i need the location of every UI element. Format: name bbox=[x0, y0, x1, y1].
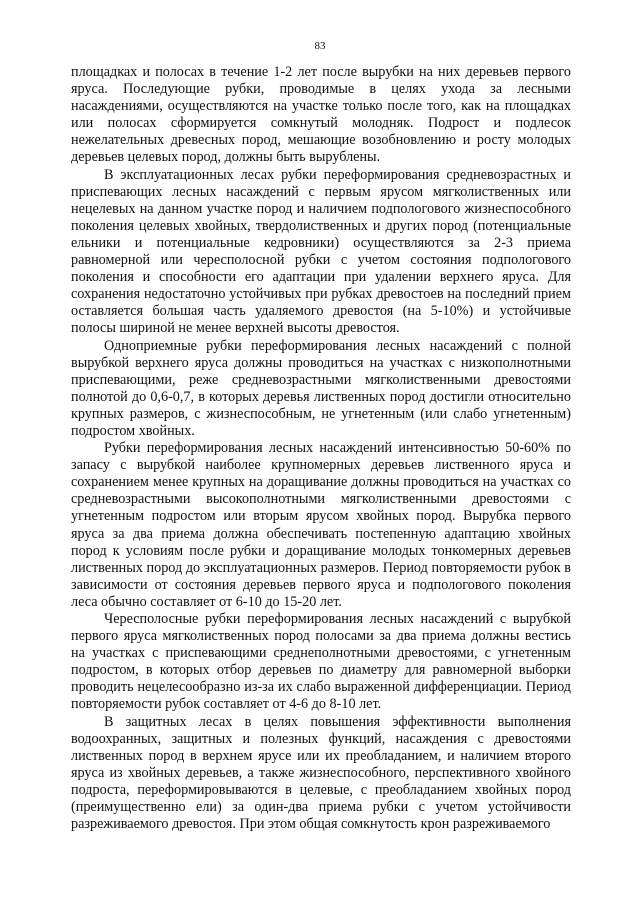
page-number: 83 bbox=[314, 40, 326, 52]
paragraph: Чересполосные рубки переформирования лесных насаждений с вырубкой первого яруса мягколиственных пород полосами за два приема должны вестись на участках с приспевающими среднеполнотными древостоями, с угнетенным подростом, в которых отбор деревьев по диаметру для равномерной выборки проводить нецелесообразно из-за их слабо выраженной дифференциации. Период повторяемости рубок составляет от 4-6 до 8-10 лет. bbox=[71, 611, 571, 713]
paragraph: площадках и полосах в течение 1-2 лет после вырубки на них деревьев первого яруса. Последующие рубки, проводимые в целях ухода за лесными насаждениями, осуществляются на участке только после того, как на площадках или полосах сформируется сомкнутый молодняк. Подрост и подлесок нежелательных древесных пород, мешающие возобновлению и росту молодых деревьев целевых пород, должны быть вырублены. bbox=[71, 64, 571, 166]
paragraph: Рубки переформирования лесных насаждений интенсивностью 50-60% по запасу с вырубкой наиболее крупномерных деревьев лиственного яруса и сохранением менее крупных на доращивание должны проводиться на участках со средневозрастными высокополнотными мягколиственными древостоями с угнетенным подростом или вторым ярусом хвойных пород. Вырубка первого яруса за два приема должна обеспечивать постепенную адаптацию хвойных пород к условиям после рубки и доращивание молодых тонкомерных деревьев лиственных пород до эксплуатационных размеров. Период повторяемости рубок в зависимости от состояния деревьев первого яруса и подпологового поколения леса обычно составляет от 6-10 до 15-20 лет. bbox=[71, 440, 571, 610]
paragraph: В эксплуатационных лесах рубки переформирования средневозрастных и приспевающих лесных насаждений с первым ярусом мягколиственных или нецелевых на данном участке пород и наличием подпологового жизнеспособного поколения целевых хвойных, твердолиственных и других пород (потенциальные ельники и потенциальные кедровники) осуществляются за 2-3 приема равномерной или чересполосной рубки с учетом состояния подпологового поколения и способности его адаптации при удалении верхнего яруса. Для сохранения недостаточно устойчивых при рубках древостоев на последний прием оставляется большая часть удаляемого древостоя (на 5-10%) и устойчивые полосы шириной не менее верхней высоты древостоя. bbox=[71, 166, 571, 337]
paragraph: В защитных лесах в целях повышения эффективности выполнения водоохранных, защитных и полезных функций, насаждения с древостоями лиственных пород в верхнем ярусе или их преобладанием, и наличием второго яруса из хвойных деревьев, а также жизнеспособного, перспективного хвойного подроста, переформировываются в целевые, с преобладанием хвойных пород (преимущественно ели) за один-два приема рубки с учетом устойчивости разреживаемого древостоя. При этом общая сомкнутость крон разреживаемого bbox=[71, 713, 571, 833]
body-text bbox=[71, 64, 571, 833]
paragraph: Одноприемные рубки переформирования лесных насаждений с полной вырубкой верхнего яруса должны проводиться на участках с низкополнотными приспевающими, реже средневозрастными мягколиственными древостоями полнотой до 0,6-0,7, в которых деревья лиственных пород достигли относительно крупных размеров, с жизнеспособным, не угнетенным (или слабо угнетенным) подростом хвойных. bbox=[71, 337, 571, 439]
